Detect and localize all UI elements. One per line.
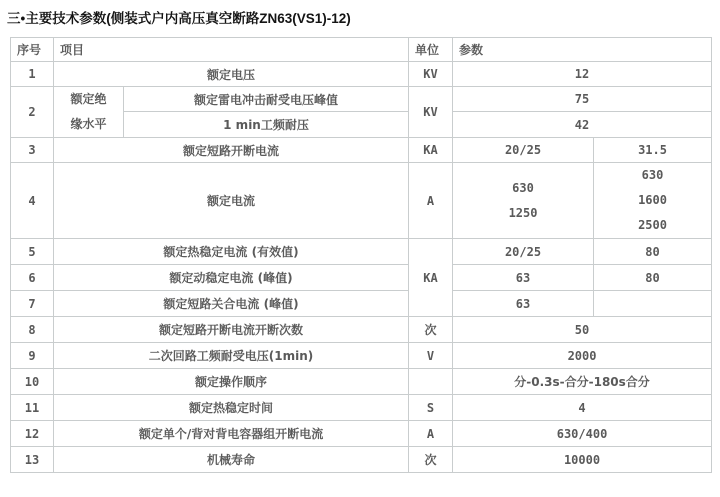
r2-group-line2: 缘水平	[70, 117, 107, 131]
r5-item-cell: 额定热稳定电流 (有效值)	[54, 239, 409, 265]
header-unit: 单位	[409, 38, 453, 62]
r11-item-cell: 额定热稳定时间	[54, 395, 409, 421]
r4-param-b-values	[594, 163, 711, 238]
r10-param-cell: 分-0.3s-合分-180s合分	[453, 369, 712, 395]
header-param: 参数	[453, 38, 712, 62]
r6-no-cell: 6	[11, 265, 54, 291]
r9-no-cell: 9	[11, 343, 54, 369]
r12-item-cell: 额定单个/背对背电容器组开断电流	[54, 421, 409, 447]
header-no: 序号	[11, 38, 54, 62]
row-11	[11, 395, 712, 421]
r4-param-b-line2: 1600	[638, 193, 667, 207]
r8-param-cell: 50	[453, 317, 712, 343]
r12-unit-cell: A	[409, 421, 453, 447]
row-2a	[11, 87, 712, 112]
r9-item-cell: 二次回路工频耐受电压(1min)	[54, 343, 409, 369]
r3-no-cell: 3	[11, 138, 54, 163]
r1-unit-cell: KV	[409, 62, 453, 87]
r9-param-cell: 2000	[453, 343, 712, 369]
row-5	[11, 239, 712, 265]
r2-param2-cell: 42	[453, 112, 712, 138]
r13-unit-cell: 次	[409, 447, 453, 473]
r2-subitem1-cell: 额定雷电冲击耐受电压峰值	[124, 87, 409, 112]
r2-param1-cell: 75	[453, 87, 712, 112]
row-7	[11, 291, 712, 317]
row-10	[11, 369, 712, 395]
r2-subitem2-cell: 1 min工频耐压	[124, 112, 409, 138]
r4-param-b-line3: 2500	[638, 218, 667, 232]
r2-no-cell: 2	[11, 87, 54, 138]
r3-param-b-cell: 31.5	[594, 138, 712, 163]
r3-item-cell: 额定短路开断电流	[54, 138, 409, 163]
r8-item-cell: 额定短路开断电流开断次数	[54, 317, 409, 343]
r5-param-b-cell: 80	[594, 239, 712, 265]
r11-unit-cell: S	[409, 395, 453, 421]
r13-item-cell: 机械寿命	[54, 447, 409, 473]
r7-param-a-cell: 63	[453, 291, 594, 317]
r4-param-b-cell	[594, 163, 712, 239]
row-13	[11, 447, 712, 473]
r2-group-line1: 额定绝	[70, 92, 107, 106]
r4-param-a-line1: 630	[512, 180, 534, 195]
r2-group-cell	[54, 87, 124, 138]
r10-unit-cell	[409, 369, 453, 395]
r4-param-b-line1: 630	[641, 168, 664, 182]
r10-no-cell: 10	[11, 369, 54, 395]
r10-item-cell: 额定操作顺序	[54, 369, 409, 395]
r2-group-text	[54, 87, 123, 137]
r8-unit-cell: 次	[409, 317, 453, 343]
r8-no-cell: 8	[11, 317, 54, 343]
row-9	[11, 343, 712, 369]
r4-param-a-values	[453, 176, 593, 226]
r13-param-cell: 10000	[453, 447, 712, 473]
r1-param-cell: 12	[453, 62, 712, 87]
r4-item-cell: 额定电流	[54, 163, 409, 239]
r11-param-cell: 4	[453, 395, 712, 421]
r5-7-unit-cell: KA	[409, 239, 453, 317]
r4-unit-cell: A	[409, 163, 453, 239]
header-item: 项目	[54, 38, 409, 62]
r11-no-cell: 11	[11, 395, 54, 421]
r5-no-cell: 5	[11, 239, 54, 265]
parameters-table	[10, 37, 712, 473]
r4-param-a-line2: 1250	[508, 205, 538, 220]
r1-item-cell: 额定电压	[54, 62, 409, 87]
r6-param-b-cell: 80	[594, 265, 712, 291]
row-8	[11, 317, 712, 343]
row-4	[11, 163, 712, 239]
r12-no-cell: 12	[11, 421, 54, 447]
row-3	[11, 138, 712, 163]
r3-unit-cell: KA	[409, 138, 453, 163]
r7-no-cell: 7	[11, 291, 54, 317]
r9-unit-cell: V	[409, 343, 453, 369]
r6-param-a-cell: 63	[453, 265, 594, 291]
r4-param-a-cell	[453, 163, 594, 239]
row-12	[11, 421, 712, 447]
r7-item-cell: 额定短路关合电流 (峰值)	[54, 291, 409, 317]
r4-no-cell: 4	[11, 163, 54, 239]
r5-param-a-cell: 20/25	[453, 239, 594, 265]
page-title: 三•主要技术参数(侧装式户内高压真空断路ZN63(VS1)-12)	[7, 11, 351, 26]
r12-param-cell: 630/400	[453, 421, 712, 447]
r3-param-a-cell: 20/25	[453, 138, 594, 163]
r1-no-cell: 1	[11, 62, 54, 87]
r7-param-b-cell	[594, 291, 712, 317]
row-6	[11, 265, 712, 291]
r6-item-cell: 额定动稳定电流 (峰值)	[54, 265, 409, 291]
r13-no-cell: 13	[11, 447, 54, 473]
row-1	[11, 62, 712, 87]
r2-unit-cell: KV	[409, 87, 453, 138]
header-row	[11, 38, 712, 62]
